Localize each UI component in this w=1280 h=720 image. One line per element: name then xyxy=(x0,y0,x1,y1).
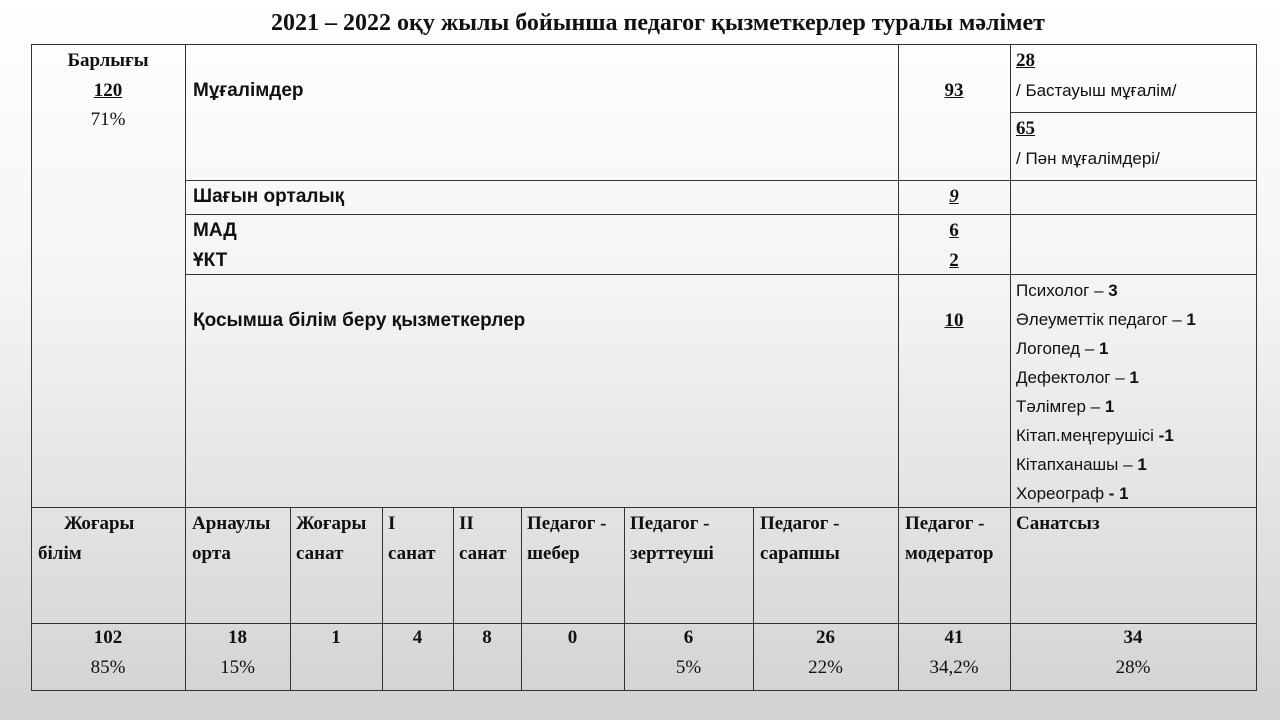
grid-line xyxy=(1256,44,1257,691)
category-header: Арнаулы орта xyxy=(192,513,271,564)
staff-item: Кітапханашы – 1 xyxy=(1016,455,1147,474)
grid-line xyxy=(898,44,899,691)
primary-teachers-label: / Бастауыш мұғалім/ xyxy=(1016,81,1177,100)
category-value: 18 15% xyxy=(220,627,255,678)
teachers-value: 93 xyxy=(944,80,964,101)
staff-item: Кітап.меңгерушісі -1 xyxy=(1016,426,1174,445)
additional-staff-value: 10 xyxy=(944,310,964,331)
staff-item: Тәлімгер – 1 xyxy=(1016,397,1115,416)
grid-line xyxy=(1010,44,1011,691)
mad-label: МАД xyxy=(193,220,237,241)
grid-line xyxy=(185,180,1257,181)
primary-teachers-value: 28 xyxy=(1016,50,1035,71)
grid-line xyxy=(31,44,32,691)
total-percent: 71% xyxy=(90,109,126,130)
grid-line xyxy=(185,214,1257,215)
staff-item: Әлеуметтік педагог – 1 xyxy=(1016,310,1196,329)
category-value: 8 xyxy=(482,627,492,648)
category-header: Педагог - зерттеуші xyxy=(630,513,714,564)
category-header: Педагог - модератор xyxy=(905,513,994,564)
grid-line xyxy=(1010,112,1257,113)
teachers-label: Мұғалімдер xyxy=(193,80,304,101)
mad-value: 6 xyxy=(949,220,959,241)
category-value: 41 34,2% xyxy=(929,627,979,678)
category-header: Педагог - сарапшы xyxy=(760,513,840,564)
staff-item: Психолог – 3 xyxy=(1016,281,1118,300)
ukt-value: 2 xyxy=(949,250,959,271)
grid-line xyxy=(31,690,1257,691)
grid-line xyxy=(382,507,383,691)
category-value: 1 xyxy=(331,627,341,648)
category-header: І санат xyxy=(388,513,436,564)
additional-staff-label: Қосымша білім беру қызметкерлер xyxy=(193,310,526,331)
subject-teachers-value: 65 xyxy=(1016,118,1035,139)
grid-line xyxy=(521,507,522,691)
category-value: 4 xyxy=(412,627,423,648)
grid-line xyxy=(453,507,454,691)
grid-line xyxy=(185,274,1257,275)
grid-line xyxy=(185,44,186,691)
subject-teachers-label: / Пән мұғалімдері/ xyxy=(1016,149,1160,168)
total-value: 120 xyxy=(93,80,123,101)
category-header: Жоғары білім xyxy=(38,513,135,564)
total-label: Барлығы xyxy=(67,50,149,71)
category-header: Санатсыз xyxy=(1016,513,1100,534)
ukt-label: ҰКТ xyxy=(193,250,228,271)
category-header: Жоғары санат xyxy=(296,513,367,564)
category-value: 26 22% xyxy=(808,627,843,678)
staff-item: Хореограф - 1 xyxy=(1016,484,1129,503)
category-value: 6 5% xyxy=(675,627,702,678)
staff-item: Дефектолог – 1 xyxy=(1016,368,1139,387)
grid-line xyxy=(290,507,291,691)
small-center-value: 9 xyxy=(949,186,959,207)
grid-line xyxy=(31,44,1257,45)
page-title: 2021 – 2022 оқу жылы бойынша педагог қызметкерлер туралы мәлімет xyxy=(271,10,1045,36)
category-header: Педагог - шебер xyxy=(527,513,607,564)
staff-item: Логопед – 1 xyxy=(1016,339,1109,358)
category-header: ІІ санат xyxy=(459,513,507,564)
small-center-label: Шағын орталық xyxy=(193,186,345,207)
category-value: 34 28% xyxy=(1115,627,1151,678)
category-value: 102 85% xyxy=(90,627,126,678)
category-value: 0 xyxy=(567,627,578,648)
